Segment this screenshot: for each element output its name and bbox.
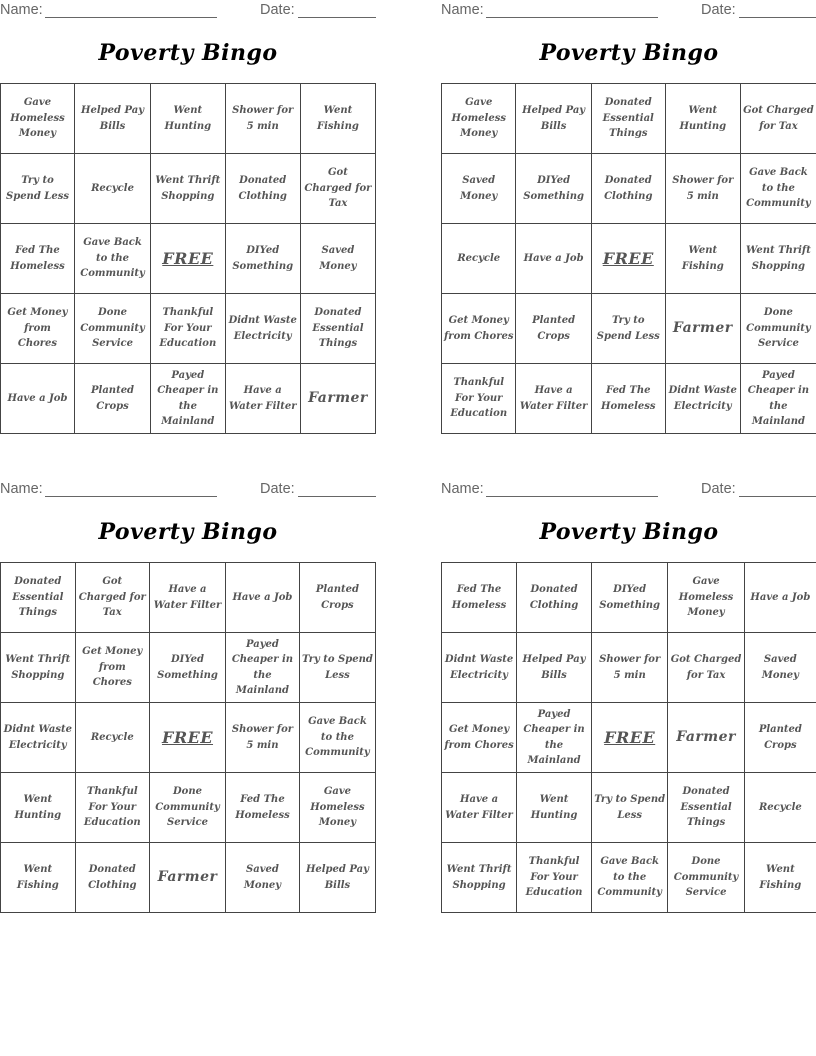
name-label: Name:: [441, 481, 484, 497]
bingo-row: [1, 563, 376, 633]
bingo-cell[interactable]: Try to Spend Less: [591, 773, 667, 843]
bingo-row: [1, 364, 376, 434]
name-date-row: [441, 0, 816, 20]
bingo-cell[interactable]: Recycle: [75, 703, 149, 773]
date-label: Date:: [701, 2, 736, 18]
name-blank-line: [486, 17, 658, 18]
bingo-grid: [0, 562, 376, 913]
free-space-cell[interactable]: FREE: [149, 703, 225, 773]
free-space-cell[interactable]: FREE: [591, 703, 667, 773]
bingo-cell[interactable]: DIYed Something: [516, 154, 591, 224]
bingo-cell[interactable]: Didnt Waste Electricity: [225, 294, 300, 364]
bingo-cell[interactable]: Donated Clothing: [591, 154, 665, 224]
bingo-cell[interactable]: Helped Pay Bills: [299, 843, 375, 913]
name-blank-line: [45, 496, 217, 497]
bingo-cell[interactable]: Gave Back to the Community: [299, 703, 375, 773]
bingo-cell[interactable]: Went Hunting: [151, 84, 225, 154]
bingo-cell[interactable]: Didnt Waste Electricity: [665, 364, 740, 434]
name-label: Name:: [441, 2, 484, 18]
bingo-cell[interactable]: Have a Water Filter: [442, 773, 517, 843]
bingo-cell[interactable]: Planted Crops: [74, 364, 150, 434]
bingo-cell[interactable]: Thankful For Your Education: [151, 294, 225, 364]
bingo-cell[interactable]: Donated Clothing: [225, 154, 300, 224]
date-blank-line: [298, 17, 376, 18]
bingo-grid: [0, 83, 376, 434]
name-blank-line: [486, 496, 658, 497]
bingo-cell[interactable]: Saved Money: [226, 843, 300, 913]
bingo-cell[interactable]: Gave Homeless Money: [668, 563, 744, 633]
bingo-cell[interactable]: Recycle: [442, 224, 516, 294]
free-space-cell[interactable]: FREE: [591, 224, 665, 294]
bingo-cell[interactable]: Went Thrift Shopping: [740, 224, 816, 294]
date-label: Date:: [701, 481, 736, 497]
bingo-cell[interactable]: Gave Homeless Money: [442, 84, 516, 154]
bingo-cell[interactable]: Get Money from Chores: [1, 294, 75, 364]
bingo-cell[interactable]: Payed Cheaper in the Mainland: [740, 364, 816, 434]
bingo-cell[interactable]: Went Hunting: [1, 773, 76, 843]
bingo-cell[interactable]: Planted Crops: [516, 294, 591, 364]
bingo-cell[interactable]: Helped Pay Bills: [74, 84, 150, 154]
bingo-grid: [441, 83, 816, 434]
bingo-row: [442, 703, 816, 773]
bingo-cell[interactable]: Thankful For Your Education: [517, 843, 592, 913]
bingo-cell[interactable]: Payed Cheaper in the Mainland: [226, 633, 300, 703]
bingo-row: [442, 224, 816, 294]
card-title: Poverty Bingo: [98, 40, 278, 66]
bingo-cell[interactable]: Went Fishing: [744, 843, 816, 913]
name-label: Name:: [0, 2, 43, 18]
bingo-cell[interactable]: Donated Clothing: [75, 843, 149, 913]
bingo-row: [1, 224, 376, 294]
bingo-cell[interactable]: Have a Job: [516, 224, 591, 294]
bingo-cell[interactable]: Get Money from Chores: [75, 633, 149, 703]
bingo-cell[interactable]: Farmer: [665, 294, 740, 364]
bingo-cell[interactable]: Done Community Service: [740, 294, 816, 364]
bingo-cell[interactable]: Thankful For Your Education: [75, 773, 149, 843]
bingo-cell[interactable]: Have a Job: [744, 563, 816, 633]
date-blank-line: [739, 496, 816, 497]
bingo-row: [1, 703, 376, 773]
bingo-cell[interactable]: Donated Clothing: [517, 563, 592, 633]
bingo-cell[interactable]: Went Hunting: [517, 773, 592, 843]
bingo-cell[interactable]: Have a Water Filter: [225, 364, 300, 434]
bingo-cell[interactable]: Donated Essential Things: [668, 773, 744, 843]
bingo-cell[interactable]: Shower for 5 min: [665, 154, 740, 224]
bingo-cell[interactable]: DIYed Something: [225, 224, 300, 294]
bingo-cell[interactable]: Planted Crops: [744, 703, 816, 773]
bingo-cell[interactable]: Farmer: [300, 364, 375, 434]
name-blank-line: [45, 17, 217, 18]
bingo-cell[interactable]: Didnt Waste Electricity: [1, 703, 76, 773]
bingo-cell[interactable]: Shower for 5 min: [591, 633, 667, 703]
name-date-row: [0, 479, 376, 499]
date-blank-line: [739, 17, 816, 18]
bingo-cell[interactable]: Planted Crops: [299, 563, 375, 633]
bingo-cell[interactable]: Payed Cheaper in the Mainland: [517, 703, 592, 773]
bingo-cell[interactable]: Gave Homeless Money: [299, 773, 375, 843]
bingo-row: [442, 154, 816, 224]
bingo-cell[interactable]: Donated Essential Things: [300, 294, 375, 364]
bingo-row: [442, 364, 816, 434]
bingo-row: [1, 773, 376, 843]
bingo-cell[interactable]: Got Charged for Tax: [300, 154, 375, 224]
bingo-cell[interactable]: Fed The Homeless: [442, 563, 517, 633]
bingo-cell[interactable]: Farmer: [149, 843, 225, 913]
bingo-cell[interactable]: Went Thrift Shopping: [151, 154, 225, 224]
bingo-cell[interactable]: Done Community Service: [668, 843, 744, 913]
bingo-cell[interactable]: Try to Spend Less: [1, 154, 75, 224]
card-title: Poverty Bingo: [539, 40, 719, 66]
name-label: Name:: [0, 481, 43, 497]
bingo-row: [442, 773, 816, 843]
bingo-row: [442, 563, 816, 633]
bingo-cell[interactable]: Shower for 5 min: [225, 84, 300, 154]
bingo-cell[interactable]: Have a Water Filter: [516, 364, 591, 434]
bingo-cell[interactable]: Got Charged for Tax: [668, 633, 744, 703]
bingo-cell[interactable]: Saved Money: [442, 154, 516, 224]
bingo-cell[interactable]: Helped Pay Bills: [516, 84, 591, 154]
bingo-cell[interactable]: Got Charged for Tax: [75, 563, 149, 633]
bingo-cell[interactable]: Helped Pay Bills: [517, 633, 592, 703]
bingo-cell[interactable]: Try to Spend Less: [299, 633, 375, 703]
date-blank-line: [298, 496, 376, 497]
bingo-cell[interactable]: Gave Back to the Community: [591, 843, 667, 913]
bingo-cell[interactable]: Gave Back to the Community: [740, 154, 816, 224]
bingo-row: [1, 154, 376, 224]
free-space-cell[interactable]: FREE: [151, 224, 225, 294]
bingo-cell[interactable]: Shower for 5 min: [226, 703, 300, 773]
bingo-cell[interactable]: Went Hunting: [665, 84, 740, 154]
bingo-cell[interactable]: Payed Cheaper in the Mainland: [151, 364, 225, 434]
bingo-cell[interactable]: Saved Money: [300, 224, 375, 294]
bingo-row: [1, 294, 376, 364]
bingo-cell[interactable]: Recycle: [744, 773, 816, 843]
card-title: Poverty Bingo: [98, 519, 278, 545]
bingo-grid: [441, 562, 816, 913]
bingo-cell[interactable]: Farmer: [668, 703, 744, 773]
name-date-row: [0, 0, 376, 20]
bingo-cell[interactable]: Got Charged for Tax: [740, 84, 816, 154]
bingo-cell[interactable]: Get Money from Chores: [442, 294, 516, 364]
bingo-cell[interactable]: Fed The Homeless: [591, 364, 665, 434]
bingo-row: [1, 843, 376, 913]
bingo-cell[interactable]: Fed The Homeless: [226, 773, 300, 843]
card-title: Poverty Bingo: [539, 519, 719, 545]
bingo-cell[interactable]: Try to Spend Less: [591, 294, 665, 364]
bingo-row: [1, 84, 376, 154]
bingo-cell[interactable]: Didnt Waste Electricity: [442, 633, 517, 703]
bingo-row: [442, 843, 816, 913]
bingo-cell[interactable]: Went Fishing: [665, 224, 740, 294]
bingo-cell[interactable]: Thankful For Your Education: [442, 364, 516, 434]
bingo-cell[interactable]: Saved Money: [744, 633, 816, 703]
bingo-cell[interactable]: Have a Job: [226, 563, 300, 633]
bingo-cell[interactable]: Get Money from Chores: [442, 703, 517, 773]
bingo-cell[interactable]: Went Fishing: [1, 843, 76, 913]
date-label: Date:: [260, 2, 295, 18]
bingo-cell[interactable]: DIYed Something: [149, 633, 225, 703]
bingo-cell[interactable]: Gave Back to the Community: [74, 224, 150, 294]
bingo-cell[interactable]: DIYed Something: [591, 563, 667, 633]
bingo-row: [442, 84, 816, 154]
bingo-row: [442, 633, 816, 703]
bingo-row: [1, 633, 376, 703]
bingo-cell[interactable]: Done Community Service: [149, 773, 225, 843]
name-date-row: [441, 479, 816, 499]
bingo-cell[interactable]: Went Thrift Shopping: [1, 633, 76, 703]
bingo-cell[interactable]: Fed The Homeless: [1, 224, 75, 294]
bingo-cell[interactable]: Done Community Service: [74, 294, 150, 364]
bingo-row: [442, 294, 816, 364]
bingo-cell[interactable]: Have a Water Filter: [149, 563, 225, 633]
date-label: Date:: [260, 481, 295, 497]
bingo-cell[interactable]: Went Fishing: [300, 84, 375, 154]
bingo-cell[interactable]: Gave Homeless Money: [1, 84, 75, 154]
bingo-cell[interactable]: Have a Job: [1, 364, 75, 434]
bingo-cell[interactable]: Went Thrift Shopping: [442, 843, 517, 913]
bingo-cell[interactable]: Recycle: [74, 154, 150, 224]
bingo-cell[interactable]: Donated Essential Things: [591, 84, 665, 154]
bingo-cell[interactable]: Donated Essential Things: [1, 563, 76, 633]
